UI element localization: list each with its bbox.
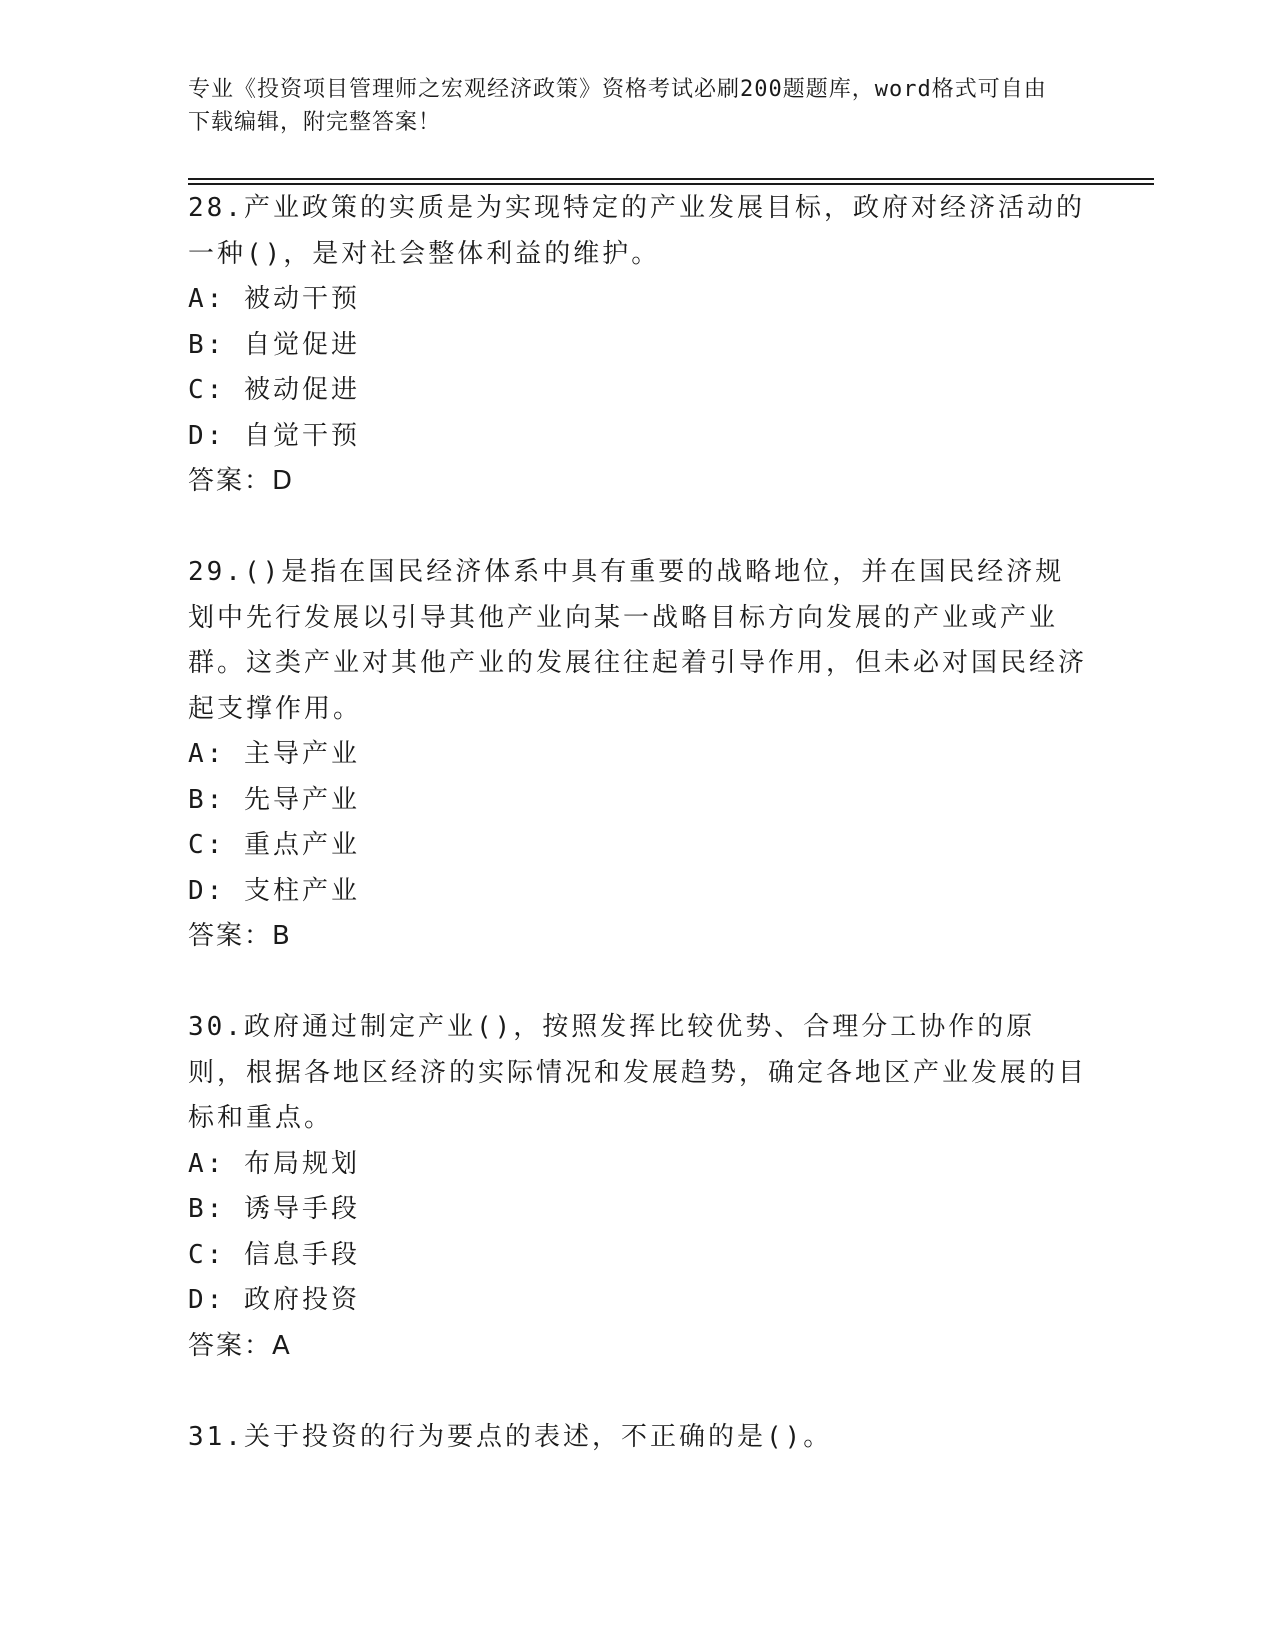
option-b: B: 自觉促进	[188, 329, 360, 360]
question-gap	[188, 505, 1088, 551]
question-29	[188, 550, 1088, 960]
question-list	[188, 186, 1088, 1460]
answer-line: 答案：D	[188, 466, 295, 496]
answer-line: 答案：A	[188, 1330, 292, 1361]
option-c: C: 重点产业	[188, 830, 360, 860]
option-d: D: 支柱产业	[188, 875, 360, 906]
header-rule-bottom	[188, 183, 1154, 185]
question-stem: 31.关于投资的行为要点的表述，不正确的是()。	[188, 1421, 833, 1452]
option-a: A: 主导产业	[188, 739, 360, 769]
option-c: C: 信息手段	[188, 1239, 360, 1270]
question-stem: 29.()是指在国民经济体系中具有重要的战略地位，并在国民经济规划中先行发展以引导其他产业向某一战略目标方向发展的产业或产业群。这类产业对其他产业的发展往往起着引导作用，但未必对国民经济起支撑作用。	[188, 557, 1088, 724]
option-b: B: 诱导手段	[188, 1194, 360, 1224]
question-31	[188, 1415, 1088, 1461]
option-d: D: 自觉干预	[188, 420, 360, 451]
question-30	[188, 1005, 1088, 1369]
question-stem: 30.政府通过制定产业()，按照发挥比较优势、合理分工协作的原则，根据各地区经济的实际情况和发展趋势，确定各地区产业发展的目标和重点。	[188, 1012, 1088, 1133]
question-28	[188, 186, 1088, 505]
header-rule-top	[188, 178, 1154, 180]
option-d: D: 政府投资	[188, 1285, 360, 1315]
option-a: A: 布局规划	[188, 1148, 360, 1179]
question-gap	[188, 1369, 1088, 1415]
option-a: A: 被动干预	[188, 284, 360, 314]
question-stem: 28.产业政策的实质是为实现特定的产业发展目标，政府对经济活动的一种()，是对社会整体利益的维护。	[188, 193, 1085, 269]
option-b: B: 先导产业	[188, 784, 360, 815]
document-header: 专业《投资项目管理师之宏观经济政策》资格考试必刷200题题库，word格式可自由下载编辑，附完整答案！	[188, 77, 1047, 135]
question-gap	[188, 960, 1088, 1006]
answer-line: 答案：B	[188, 921, 292, 951]
option-c: C: 被动促进	[188, 375, 360, 405]
